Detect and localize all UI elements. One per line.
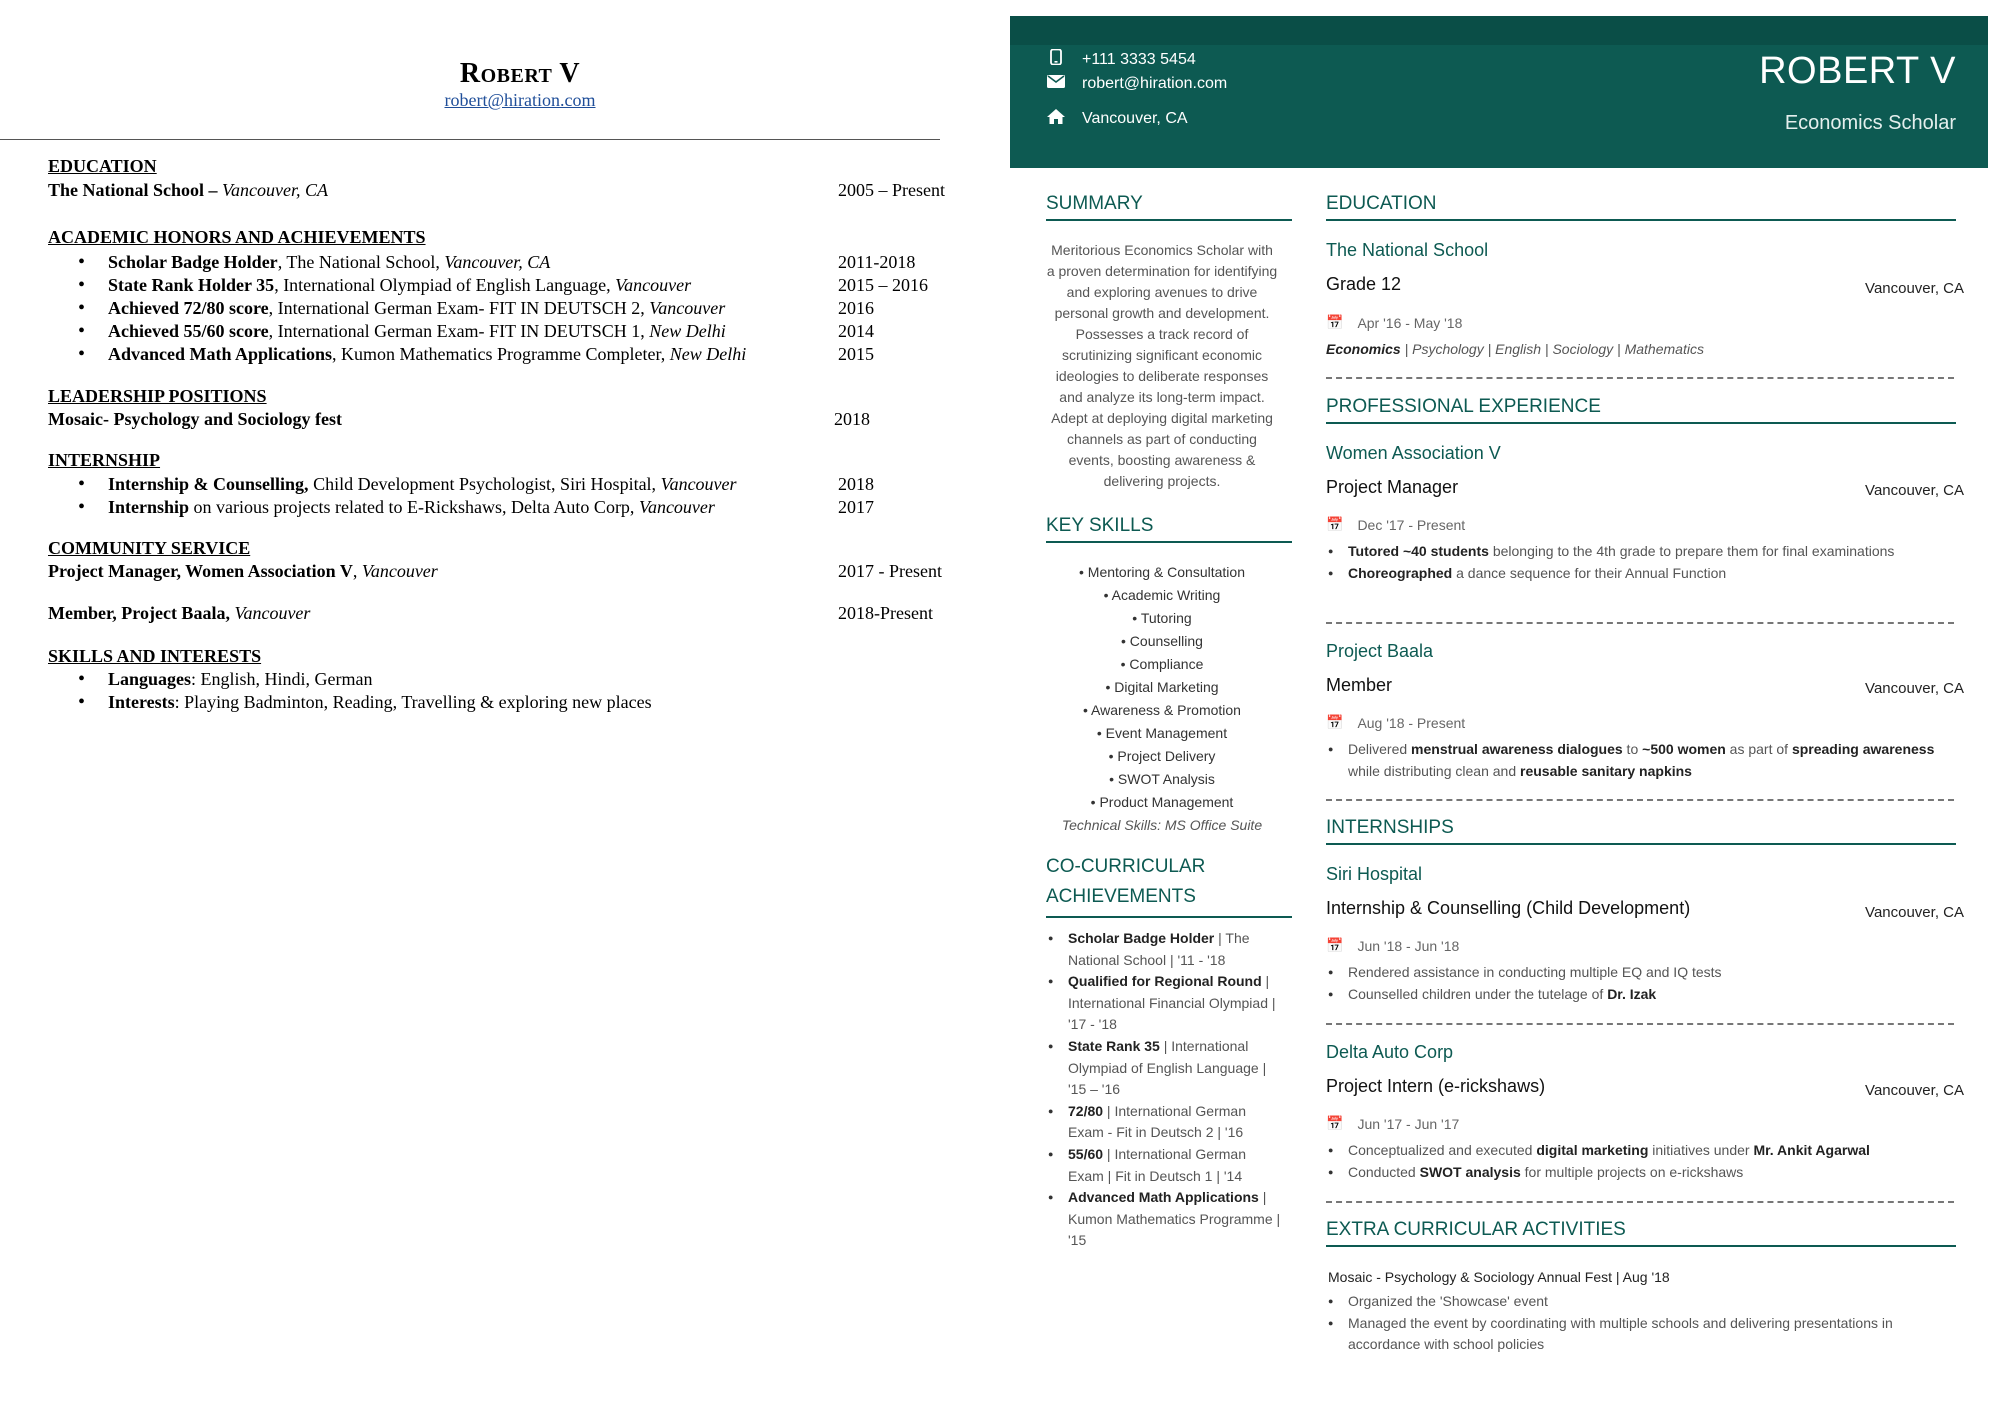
summary-heading: SUMMARY: [1046, 193, 1292, 221]
cocurricular-heading: CO-CURRICULAR ACHIEVEMENTS: [1046, 852, 1292, 918]
divider: [1326, 622, 1954, 624]
list-item: • Achieved 72/80 score, International German Exam- FIT IN DEUTSCH 2, Vancouver 2016: [78, 297, 978, 319]
job-org: Women Association V: [1326, 443, 1501, 463]
list-item: • Academic Writing: [1103, 587, 1221, 603]
job-dates: 📅 Aug '18 - Present: [1326, 714, 1466, 731]
left-education-heading: EDUCATION: [48, 156, 157, 176]
home-icon: [1046, 108, 1066, 130]
education-subjects: Economics | Psychology | English | Sociology | Mathematics: [1326, 341, 1704, 357]
job-bullets: [1326, 541, 1956, 584]
job-role: Internship & Counselling (Child Development): [1326, 898, 1691, 918]
calendar-icon: 📅: [1326, 516, 1344, 532]
extra-bullets: [1326, 1291, 1956, 1356]
envelope-icon: [1046, 75, 1066, 93]
resume-name: ROBERT V: [1759, 50, 1956, 92]
job-role: Member: [1326, 675, 1393, 695]
list-item: ● Choreographed a dance sequence for their Annual Function: [1326, 563, 1956, 585]
job-location: Vancouver, CA: [1865, 904, 1964, 921]
divider: [0, 139, 940, 140]
phone-icon: [1046, 49, 1066, 70]
list-item: • Languages: English, Hindi, German: [78, 668, 978, 690]
technical-skills: Technical Skills: MS Office Suite: [1061, 817, 1263, 833]
job-location: Vancouver, CA: [1865, 680, 1964, 697]
education-heading: EDUCATION: [1326, 193, 1956, 221]
list-item: • Compliance: [1120, 656, 1204, 672]
contact-phone: +111 3333 5454: [1046, 49, 1196, 70]
list-item: ● Organized the 'Showcase' event: [1326, 1291, 1956, 1313]
calendar-icon: 📅: [1326, 714, 1344, 730]
list-item: • Product Management: [1090, 794, 1234, 810]
job-org: Siri Hospital: [1326, 864, 1423, 884]
job-org: Delta Auto Corp: [1326, 1042, 1454, 1062]
job-dates: 📅 Dec '17 - Present: [1326, 516, 1466, 533]
calendar-icon: 📅: [1326, 937, 1344, 953]
list-item: • Achieved 55/60 score, International German Exam- FIT IN DEUTSCH 1, New Delhi 2014: [78, 320, 978, 342]
education-school: The National School: [1326, 240, 1489, 260]
divider: [1326, 377, 1954, 379]
job-org: Project Baala: [1326, 641, 1434, 661]
experience-heading: PROFESSIONAL EXPERIENCE: [1326, 396, 1956, 424]
list-item: ● Tutored ~40 students belonging to the 4th grade to prepare them for final examinations: [1326, 541, 1956, 563]
left-honors-heading: ACADEMIC HONORS AND ACHIEVEMENTS: [48, 227, 426, 247]
education-grade: Grade 12: [1326, 274, 1402, 294]
divider: [1326, 1201, 1954, 1203]
list-item: • Interests: Playing Badminton, Reading, Travelling & exploring new places: [78, 691, 978, 713]
job-bullets: [1326, 1140, 1956, 1183]
list-item: • State Rank Holder 35, International Olympiad of English Language, Vancouver 2015 – 2016: [78, 274, 978, 296]
list-item: • Mentoring & Consultation: [1079, 564, 1245, 580]
job-bullets: [1326, 739, 1956, 782]
list-item: • Internship on various projects related to E-Rickshaws, Delta Auto Corp, Vancouver 2017: [78, 496, 978, 518]
left-community-heading: COMMUNITY SERVICE: [48, 538, 251, 558]
list-item: • Project Delivery: [1108, 748, 1216, 764]
contact-email: robert@hiration.com: [1046, 75, 1227, 93]
left-email-link[interactable]: robert@hiration.com: [444, 90, 596, 110]
list-item: ● Managed the event by coordinating with multiple schools and delivering presentations in accordance with school policies: [1326, 1313, 1956, 1356]
resume-title: Economics Scholar: [1784, 112, 1956, 134]
job-dates: 📅 Jun '17 - Jun '17: [1326, 1115, 1460, 1132]
left-name: Robert V: [459, 58, 581, 89]
key-skills-heading: KEY SKILLS: [1046, 515, 1292, 543]
internships-heading: INTERNSHIPS: [1326, 817, 1956, 845]
left-leadership-row: Mosaic- Psychology and Sociology fest 2018: [48, 409, 870, 429]
divider: [1326, 799, 1954, 801]
list-item: ● Conducted SWOT analysis for multiple projects on e-rickshaws: [1326, 1162, 1956, 1184]
calendar-icon: 📅: [1326, 1115, 1344, 1131]
job-bullets: [1326, 962, 1956, 1005]
extra-title: Mosaic - Psychology & Sociology Annual Fest | Aug '18: [1328, 1269, 1670, 1285]
job-location: Vancouver, CA: [1865, 1082, 1964, 1099]
left-education-row: The National School – Vancouver, CA 2005 – Present: [48, 180, 945, 200]
list-item: ● Delivered menstrual awareness dialogues to ~500 women as part of spreading awareness while distributing clean and reusable sanitary napkins: [1326, 739, 1956, 782]
list-item: ● 55/60 | International German Exam | Fit in Deutsch 1 | '14: [1046, 1144, 1282, 1187]
list-item: • Awareness & Promotion: [1083, 702, 1241, 718]
resume-header: [1010, 16, 1988, 168]
list-item: • Digital Marketing: [1105, 679, 1219, 695]
list-item: • Event Management: [1096, 725, 1228, 741]
list-item: ● Conceptualized and executed digital marketing initiatives under Mr. Ankit Agarwal: [1326, 1140, 1956, 1162]
list-item: ● Advanced Math Applications | Kumon Mathematics Programme | '15: [1046, 1187, 1282, 1252]
education-dates: 📅 Apr '16 - May '18: [1326, 314, 1463, 331]
job-location: Vancouver, CA: [1865, 482, 1964, 499]
list-item: ● Scholar Badge Holder | The National School | '11 - '18: [1046, 928, 1282, 971]
divider: [1326, 1023, 1954, 1025]
left-internship-heading: INTERNSHIP: [48, 450, 161, 470]
list-item: ● Qualified for Regional Round | International Financial Olympiad | '17 - '18: [1046, 971, 1282, 1036]
list-item: • Tutoring: [1132, 610, 1192, 626]
list-item: ● Counselled children under the tutelage of Dr. Izak: [1326, 984, 1956, 1006]
list-item: ● 72/80 | International German Exam - Fit in Deutsch 2 | '16: [1046, 1101, 1282, 1144]
extra-heading: EXTRA CURRICULAR ACTIVITIES: [1326, 1219, 1956, 1247]
job-role: Project Intern (e-rickshaws): [1326, 1076, 1546, 1096]
calendar-icon: 📅: [1326, 314, 1344, 330]
header-strip: [1010, 16, 1988, 45]
left-leadership-heading: LEADERSHIP POSITIONS: [48, 386, 267, 406]
job-role: Project Manager: [1326, 477, 1459, 497]
list-item: ● State Rank 35 | International Olympiad of English Language | '15 – '16: [1046, 1036, 1282, 1101]
list-item: ● Rendered assistance in conducting multiple EQ and IQ tests: [1326, 962, 1956, 984]
education-location: Vancouver, CA: [1865, 280, 1964, 297]
contact-location: Vancouver, CA: [1046, 108, 1188, 130]
list-item: • SWOT Analysis: [1109, 771, 1215, 787]
summary-text: Meritorious Economics Scholar with a proven determination for identifying and exploring avenues to drive personal growth and development. Possesses a track record of scrutinizing significant economic ideologies to deliberate responses and analyze its long-term impact. Adept at deploying digital marketing channels as part of conducting events, boosting awareness & delivering projects.: [1046, 242, 1278, 489]
list-item: Member, Project Baala, Vancouver 2018-Present: [48, 603, 933, 623]
cocurricular-list: [1046, 928, 1282, 1252]
list-item: • Internship & Counselling, Child Development Psychologist, Siri Hospital, Vancouver 2018: [78, 473, 978, 495]
list-item: • Scholar Badge Holder, The National School, Vancouver, CA 2011-2018: [78, 251, 978, 273]
modern-resume: [1010, 16, 1998, 1403]
list-item: • Advanced Math Applications, Kumon Mathematics Programme Completer, New Delhi 2015: [78, 343, 978, 365]
left-skills-heading: SKILLS AND INTERESTS: [48, 646, 262, 666]
list-item: Project Manager, Women Association V, Vancouver 2017 - Present: [48, 561, 942, 581]
job-dates: 📅 Jun '18 - Jun '18: [1326, 937, 1460, 954]
key-skills-list: [1046, 561, 1278, 837]
list-item: • Counselling: [1121, 633, 1203, 649]
